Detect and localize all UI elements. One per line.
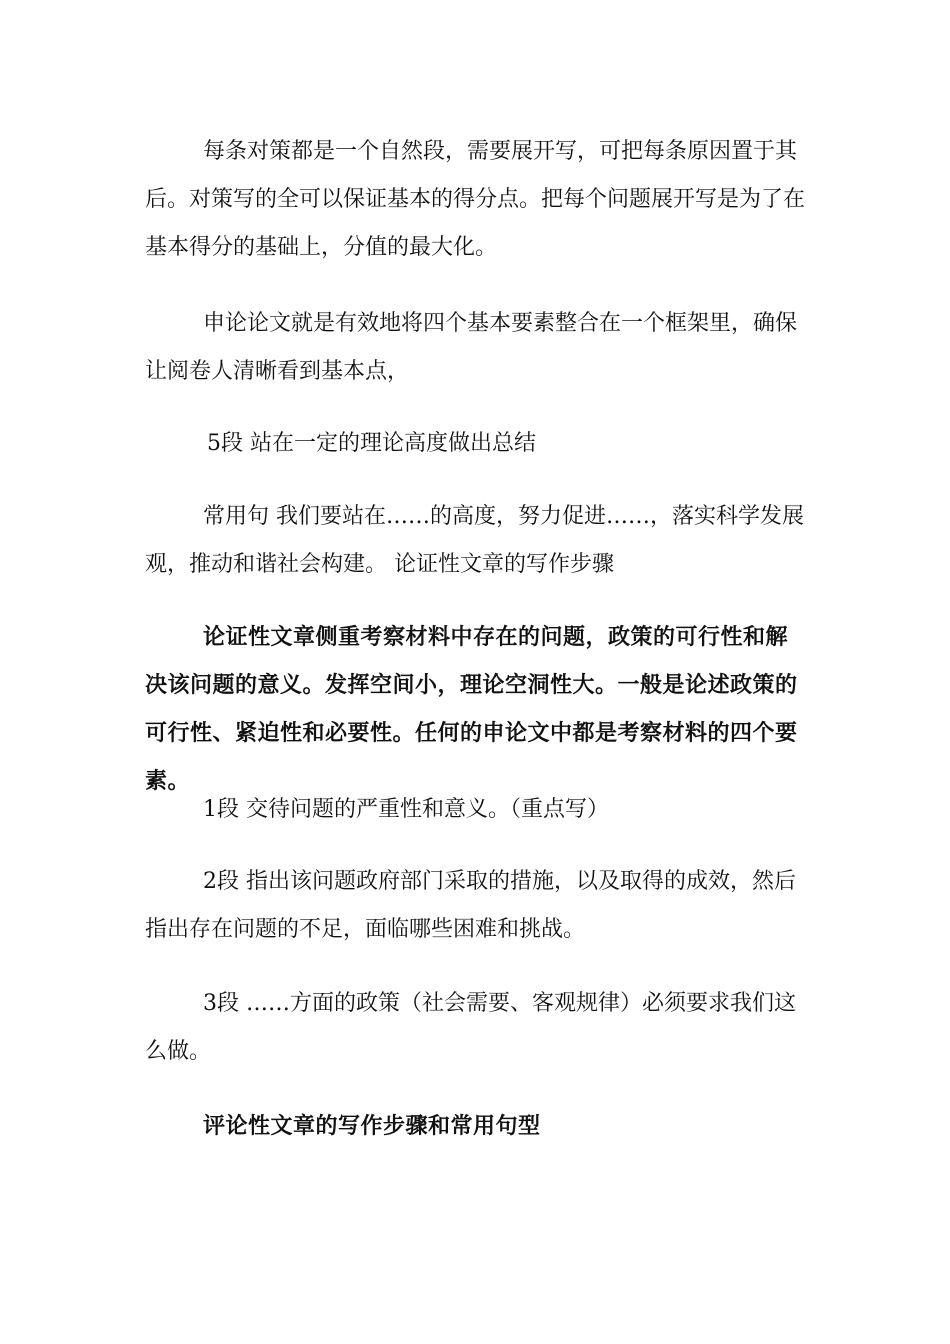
paragraph-section-3: 3段 ……方面的政策（社会需要、客观规律）必须要求我们这么做。: [145, 991, 796, 1064]
paragraph-argumentative-intro: 论证性文章侧重考察材料中存在的问题，政策的可行性和解决该问题的意义。发挥空间小，理论空洞性大。一般是论述政策的可行性、紧迫性和必要性。任何的申论文中都是考察材料的四个要素。: [145, 624, 798, 794]
paragraph-countermeasures: 每条对策都是一个自然段，需要展开写，可把每条原因置于其后。对策写的全可以保证基本的得分点。把每个问题展开写是为了在基本得分的基础上，分值的最大化。: [145, 139, 806, 260]
paragraph-common-phrases: 常用句 我们要站在……的高度，努力促进……，落实科学发展观，推动和谐社会构建。 论证性文章的写作步骤: [145, 504, 804, 577]
paragraph-section-5: 5段 站在一定的理论高度做出总结: [207, 431, 536, 456]
heading-commentary-steps: 评论性文章的写作步骤和常用句型: [203, 1113, 541, 1139]
paragraph-section-1: 1段 交待问题的严重性和意义。（重点写）: [203, 797, 609, 822]
paragraph-essay-framework: 申论论文就是有效地将四个基本要素整合在一个框架里，确保让阅卷人清晰看到基本点，: [145, 311, 798, 384]
paragraph-section-2: 2段 指出该问题政府部门采取的措施，以及取得的成效，然后指出存在问题的不足，面临哪些困难和挑战。: [145, 869, 796, 942]
